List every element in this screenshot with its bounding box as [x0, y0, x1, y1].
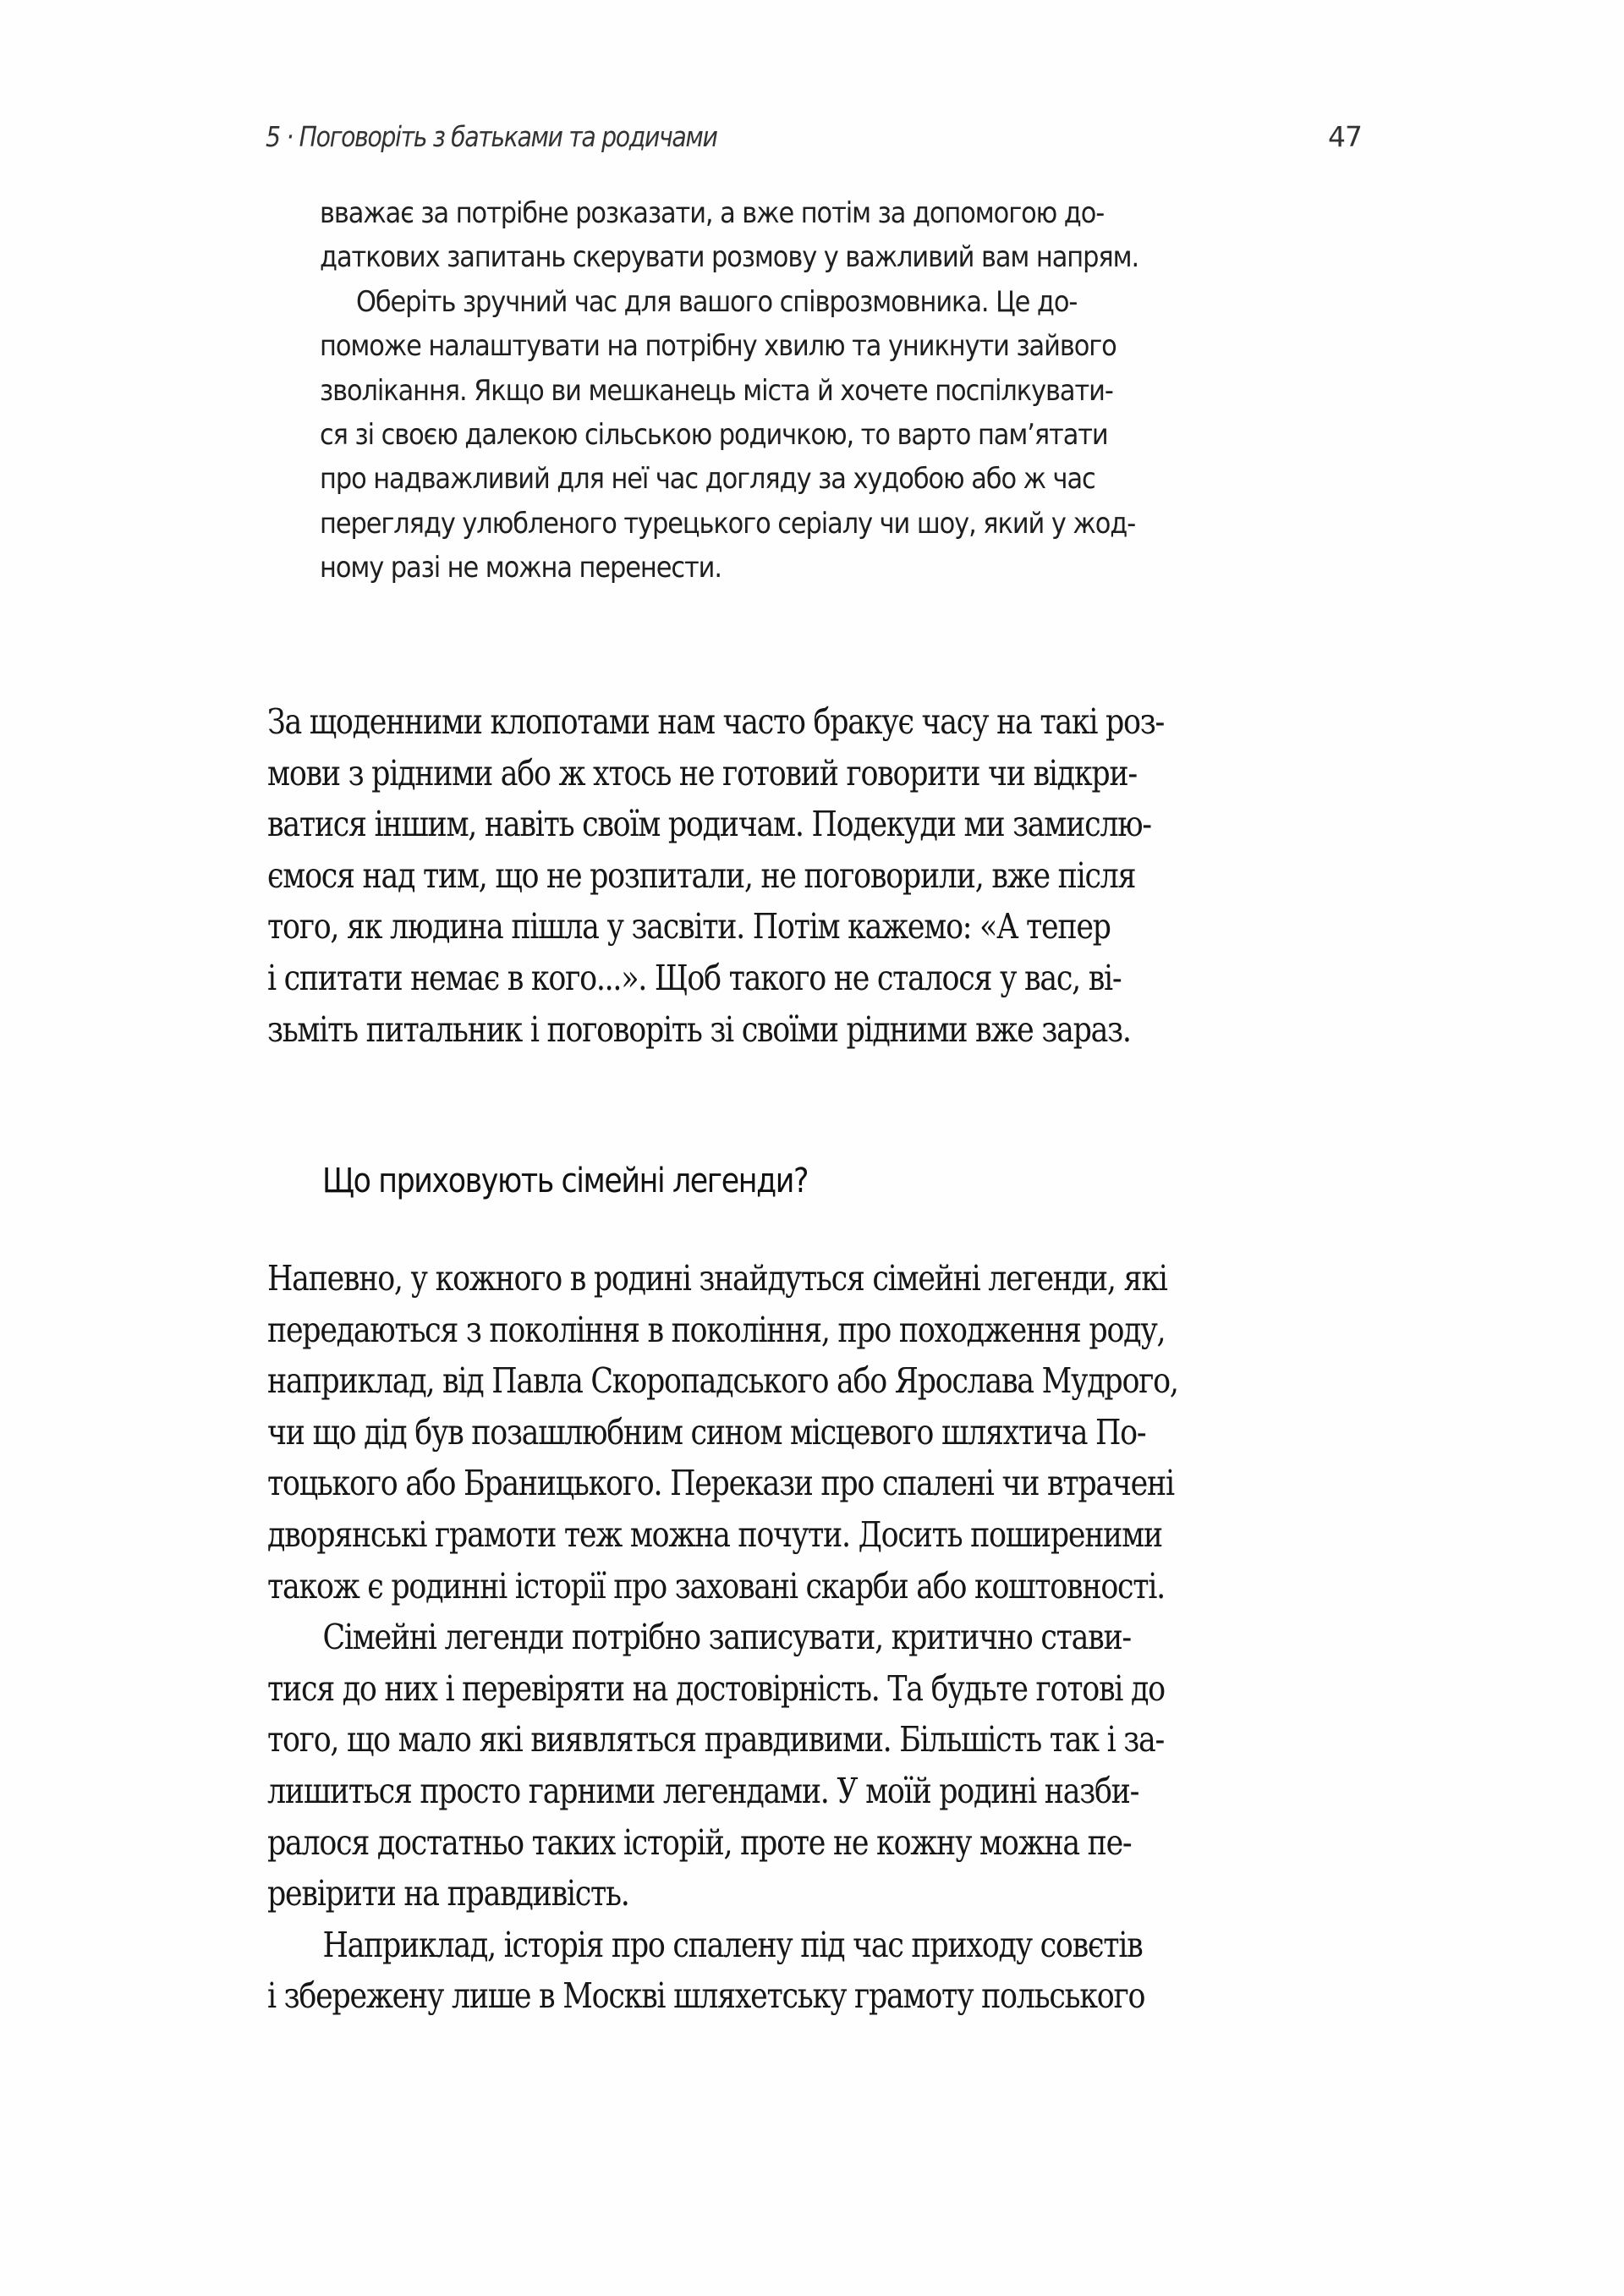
- inset-line: ному разі не можна перенести.: [320, 551, 721, 585]
- body-line: передаються з покоління в покоління, про походження роду,: [267, 1309, 1166, 1350]
- inset-line: Оберіть зручний час для вашого співрозмовника. Це до-: [355, 284, 1078, 319]
- inset-line: ся зі своєю далекою сільською родичкою, то варто пам’ятати: [320, 417, 1108, 452]
- body-line: чи що дід був позашлюбним сином місцевого шляхтича По-: [267, 1411, 1146, 1453]
- body-line: і збережену лише в Москві шляхетську грамоту польського: [267, 1975, 1145, 2017]
- body-section-text: [267, 1253, 1367, 2022]
- body-line: тися до них і перевіряти на достовірність. Та будьте готові до: [267, 1667, 1165, 1709]
- chapter-running-title: 5 · Поговоріть з батьками та родичами: [266, 120, 717, 153]
- body-line: мови з рідними або ж хтось не готовий говорити чи відкри-: [267, 752, 1137, 794]
- body-line: ралося достатньо таких історій, проте не кожну можна пе-: [267, 1821, 1132, 1863]
- inset-line: даткових запитань скерувати розмову у важливий вам напрям.: [320, 240, 1139, 275]
- body-line: тоцького або Браницького. Перекази про спалені чи втрачені: [267, 1463, 1174, 1504]
- body-line: Напевно, у кожного в родині знайдуться сімейні легенди, які: [267, 1258, 1167, 1299]
- inset-line: зволікання. Якщо ви мешканець міста й хочете поспілкувати-: [320, 373, 1113, 408]
- inset-line: поможе налаштувати на потрібну хвилю та уникнути зайвого: [320, 329, 1116, 364]
- body-line: ревірити на правдивість.: [267, 1873, 629, 1914]
- body-line: також є родинні історії про заховані скарби або коштовності.: [267, 1565, 1165, 1607]
- body-line: ємося над тим, що не розпитали, не поговорили, вже після: [267, 854, 1136, 896]
- body-line: зьміть питальник і поговоріть зі своїми рідними вже зараз.: [267, 1008, 1131, 1050]
- inset-line: про надважливий для неї час догляду за худобою або ж час: [320, 462, 1095, 497]
- body-line: Наприклад, історія про спалену під час приходу совєтів: [322, 1924, 1143, 1965]
- body-line: дворянські грамоти теж можна почути. Досить поширеними: [267, 1513, 1162, 1555]
- body-line: лишиться просто гарними легендами. У моїй родині назби-: [267, 1770, 1139, 1811]
- body-line: того, що мало які виявляться правдивими. Більшість так і за-: [267, 1719, 1165, 1760]
- inset-line: вважає за потрібне розказати, а вже потім за допомогою до-: [320, 196, 1105, 230]
- body-line: ватися іншим, навіть своїм родичам. Подекуди ми замислю-: [267, 804, 1151, 845]
- body-line: того, як людина пішла у засвіти. Потім кажемо: «А тепер: [267, 906, 1111, 948]
- body-paragraph-1: [267, 696, 1367, 1055]
- inset-text-block: [320, 191, 1318, 590]
- running-header: [266, 118, 1365, 159]
- body-line: наприклад, від Павла Скоропадського або Ярослава Мудрого,: [267, 1360, 1178, 1402]
- inset-line: перегляду улюбленого турецького серіалу чи шоу, який у жод-: [320, 506, 1136, 541]
- body-line: Сімейні легенди потрібно записувати, критично стави-: [322, 1617, 1131, 1658]
- section-heading: Що приховують сімейні легенди?: [322, 1162, 809, 1200]
- body-line: і спитати немає в кого...». Щоб такого не сталося у вас, ві-: [267, 957, 1122, 998]
- page-number: 47: [1328, 120, 1362, 153]
- body-line: За щоденними клопотами нам часто бракує часу на такі роз-: [267, 701, 1164, 742]
